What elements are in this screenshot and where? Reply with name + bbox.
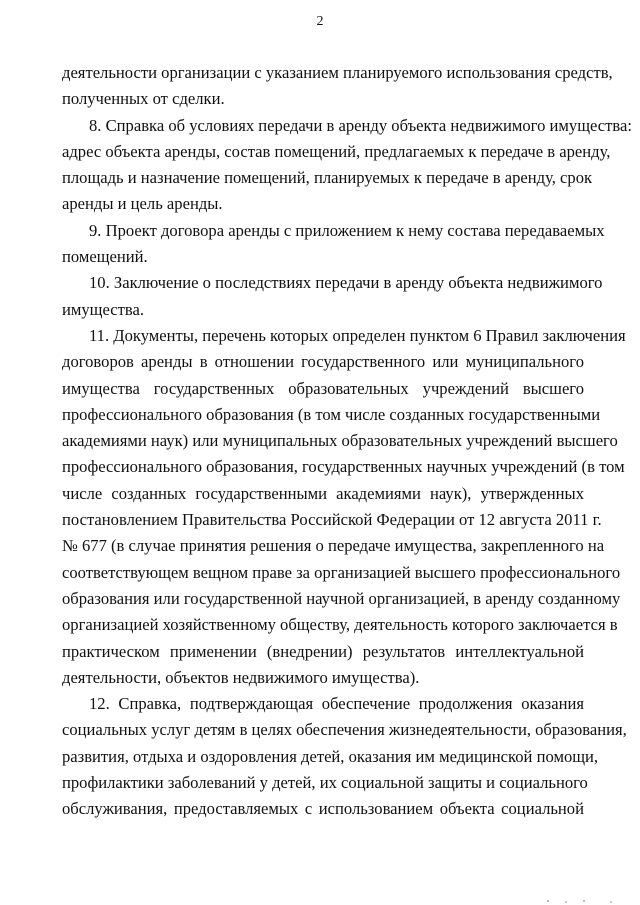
body-line: соответствующем вещном праве за организацией высшего профессионального — [62, 562, 621, 582]
body-line: деятельности организации с указанием планируемого использования средств, — [62, 63, 613, 82]
body-line: организацией хозяйственному обществу, деятельность которого заключается в — [62, 615, 618, 635]
body-line: адрес объекта аренды, состав помещений, предлагаемых к передаче в аренду, — [62, 141, 611, 161]
body-line: числе созданных государственными академиями наук), утвержденных — [62, 483, 584, 503]
body-line: аренды и цель аренды. — [62, 194, 223, 214]
body-line: профессионального образования, государственных научных учреждений (в том — [62, 457, 625, 477]
body-line: социальных услуг детям в целях обеспечения жизнедеятельности, образования, — [62, 720, 627, 740]
body-line: постановлением Правительства Российской Федерации от 12 августа 2011 г. — [62, 510, 602, 530]
body-line: образования или государственной научной организацией, в аренду созданному — [62, 588, 621, 608]
body-line: деятельности, объектов недвижимого имущества). — [62, 667, 420, 687]
document-body — [62, 60, 632, 823]
body-line: обслуживания, предоставляемых с использованием объекта социальной — [62, 799, 584, 819]
body-line: развития, отдыха и оздоровления детей, оказания им медицинской помощи, — [62, 746, 599, 766]
paragraph-9-start: 9. Проект договора аренды с приложением к нему состава передаваемых — [89, 220, 605, 240]
body-line: практическом применении (внедрении) результатов интеллектуальной — [62, 641, 584, 661]
page-number: 2 — [316, 14, 324, 29]
body-line: полученных от сделки. — [62, 89, 225, 109]
body-line: профилактики заболеваний у детей, их социальной защиты и социального — [62, 773, 588, 793]
body-line: профессионального образования (в том числе созданных государственными — [62, 404, 601, 424]
paragraph-10-start: 10. Заключение о последствиях передачи в аренду объекта недвижимого — [89, 273, 603, 293]
paragraph-12-start: 12. Справка, подтверждающая обеспечение продолжения оказания — [89, 694, 584, 714]
body-line: академиями наук) или муниципальных образовательных учреждений высшего — [62, 431, 618, 451]
paragraph-11-start: 11. Документы, перечень которых определен пунктом 6 Правил заключения — [89, 325, 626, 345]
body-line: имущества государственных образовательных учреждений высшего — [62, 378, 584, 398]
body-line: договоров аренды в отношении государственного или муниципального — [62, 352, 584, 372]
body-line: № 677 (в случае принятия решения о передаче имущества, закрепленного на — [62, 536, 605, 556]
body-line: помещений. — [62, 247, 148, 267]
body-line: имущества. — [62, 299, 144, 319]
body-line: площадь и назначение помещений, планируемых к передаче в аренду, срок — [62, 168, 593, 188]
paragraph-8-start: 8. Справка об условиях передачи в аренду объекта недвижимого имущества: — [89, 115, 632, 135]
